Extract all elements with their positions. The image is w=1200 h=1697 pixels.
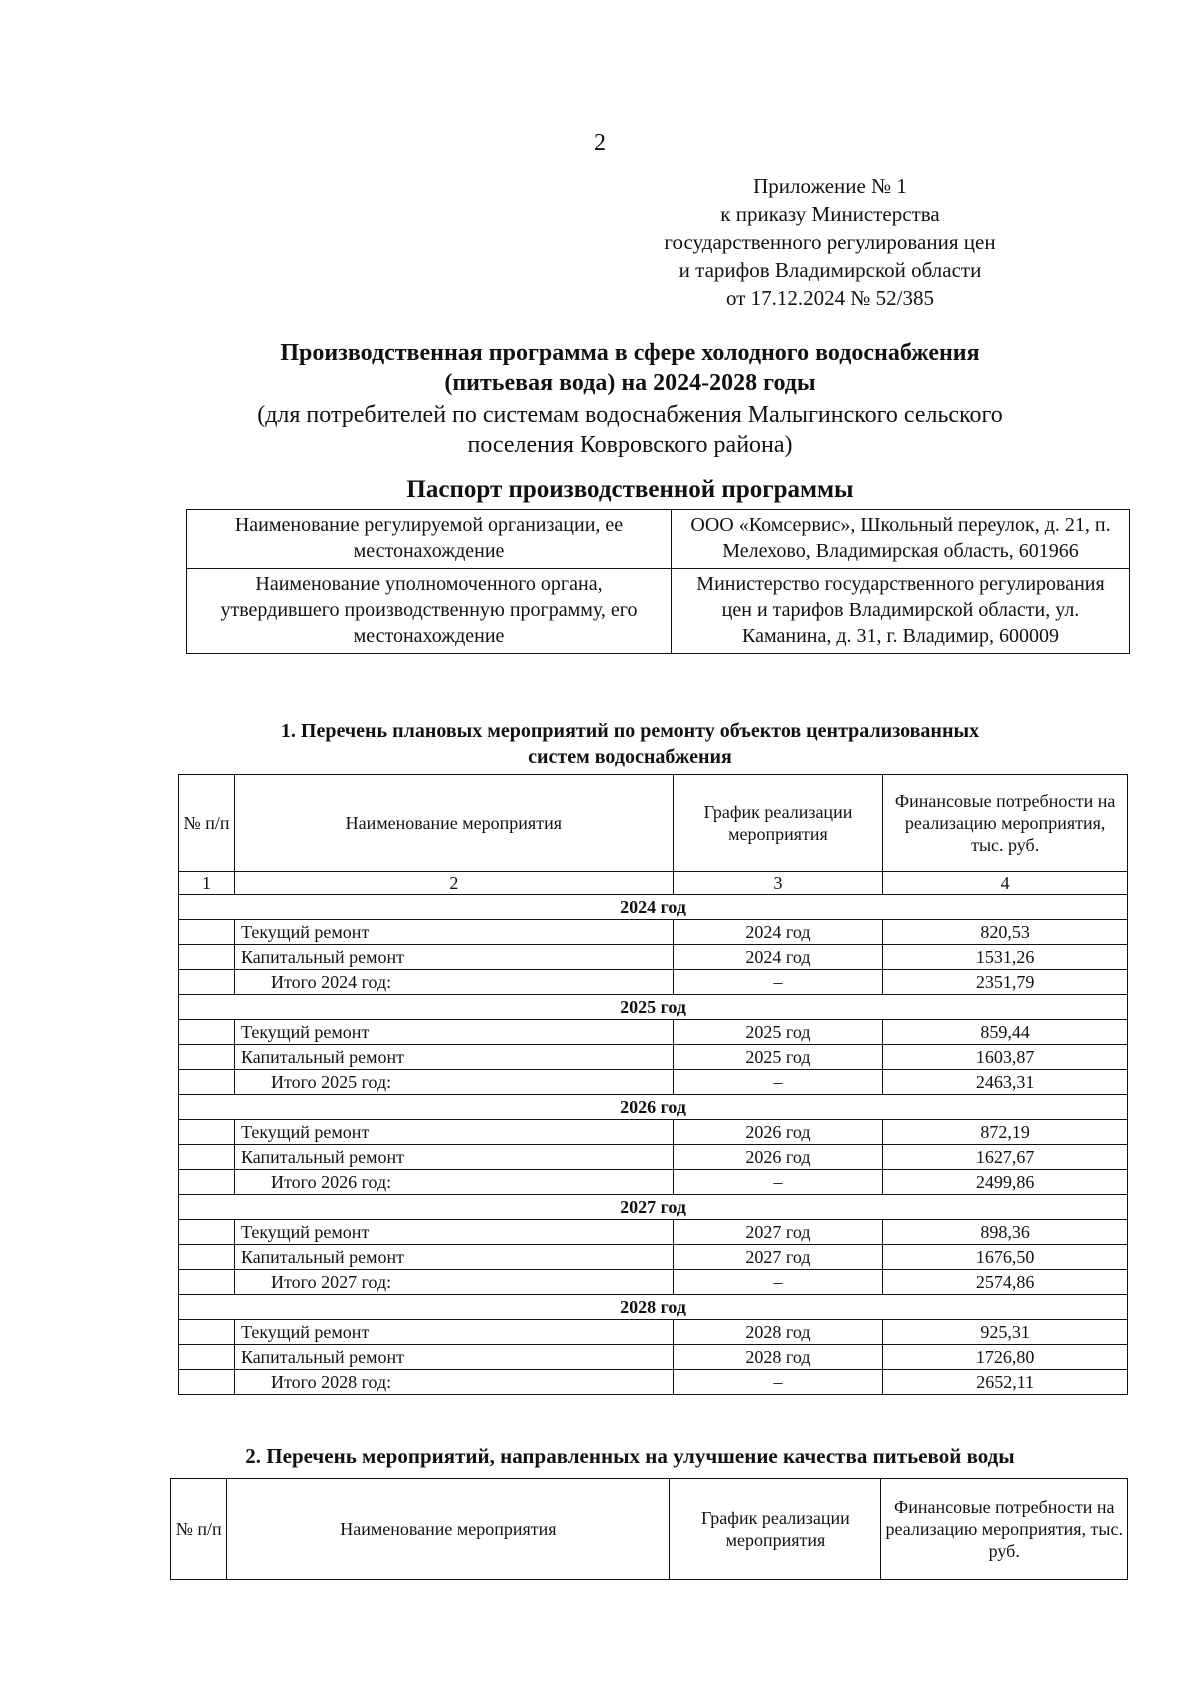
table-header-row [179, 775, 1128, 872]
measure-schedule: 2028 год [673, 1345, 883, 1370]
measure-name: Текущий ремонт [235, 1120, 674, 1145]
measure-name: Капитальный ремонт [235, 1145, 674, 1170]
row-number [179, 1070, 235, 1095]
total-label: Итого 2027 год: [235, 1270, 674, 1295]
year-label: 2028 год [179, 1295, 1128, 1320]
title-line: (питьевая вода) на 2024-2028 годы [444, 370, 816, 396]
table-header-row [171, 1479, 1128, 1580]
column-header: График реализации мероприятия [673, 775, 883, 872]
row-number [179, 1320, 235, 1345]
passport-row [187, 569, 1130, 654]
total-amount: 2574,86 [883, 1270, 1128, 1295]
row-number [179, 970, 235, 995]
appendix-line: и тарифов Владимирской области [678, 258, 982, 282]
section-title-line: систем водоснабжения [528, 746, 732, 768]
measure-amount: 820,53 [883, 920, 1128, 945]
measure-schedule: – [673, 1370, 883, 1395]
measure-amount: 898,36 [883, 1220, 1128, 1245]
total-amount: 2463,31 [883, 1070, 1128, 1095]
measure-name: Капитальный ремонт [235, 945, 674, 970]
row-number [179, 1020, 235, 1045]
table-row [179, 1020, 1128, 1045]
measure-name: Капитальный ремонт [235, 1345, 674, 1370]
measure-amount: 1531,26 [883, 945, 1128, 970]
measure-schedule: – [673, 1070, 883, 1095]
measure-amount: 872,19 [883, 1120, 1128, 1145]
section-1-title [150, 718, 1110, 770]
row-number [179, 1120, 235, 1145]
total-amount: 2351,79 [883, 970, 1128, 995]
table-row [179, 1245, 1128, 1270]
document-subtitle [150, 400, 1110, 460]
year-row [179, 1295, 1128, 1320]
year-row [179, 895, 1128, 920]
row-number [179, 1345, 235, 1370]
year-label: 2027 год [179, 1195, 1128, 1220]
measure-name: Капитальный ремонт [235, 1245, 674, 1270]
column-header: Наименование мероприятия [235, 775, 674, 872]
row-number [179, 1245, 235, 1270]
year-row [179, 1195, 1128, 1220]
column-header: № п/п [171, 1479, 227, 1580]
document-title [150, 338, 1110, 398]
appendix-line: к приказу Министерства [720, 202, 940, 226]
measure-amount: 925,31 [883, 1320, 1128, 1345]
passport-label: Наименование уполномоченного органа, утвердившего производственную программу, его местонахождение [187, 569, 672, 654]
section-title-line: 1. Перечень плановых мероприятий по ремонту объектов централизованных [280, 720, 980, 742]
measure-schedule: 2026 год [673, 1145, 883, 1170]
total-amount: 2499,86 [883, 1170, 1128, 1195]
measure-schedule: 2027 год [673, 1245, 883, 1270]
total-row [179, 1270, 1128, 1295]
passport-row [187, 510, 1130, 569]
table-row [179, 1345, 1128, 1370]
row-number [179, 1145, 235, 1170]
measure-schedule: 2024 год [673, 945, 883, 970]
passport-label: Наименование регулируемой организации, ее местонахождение [187, 510, 672, 569]
measure-name: Текущий ремонт [235, 1220, 674, 1245]
total-amount: 2652,11 [883, 1370, 1128, 1395]
measure-name: Текущий ремонт [235, 1020, 674, 1045]
row-number [179, 1220, 235, 1245]
year-row [179, 995, 1128, 1020]
column-header: Финансовые потребности на реализацию мероприятия, тыс. руб. [883, 775, 1128, 872]
total-label: Итого 2026 год: [235, 1170, 674, 1195]
row-number [179, 1170, 235, 1195]
measure-schedule: 2028 год [673, 1320, 883, 1345]
column-header: Финансовые потребности на реализацию мероприятия, тыс. руб. [881, 1479, 1128, 1580]
year-label: 2025 год [179, 995, 1128, 1020]
table-row [179, 1145, 1128, 1170]
column-number: 3 [673, 872, 883, 895]
measure-schedule: 2027 год [673, 1220, 883, 1245]
row-number [179, 1045, 235, 1070]
measure-schedule: 2026 год [673, 1120, 883, 1145]
page-number: 2 [594, 130, 606, 156]
column-header: Наименование мероприятия [227, 1479, 670, 1580]
appendix-line: Приложение № 1 [753, 174, 907, 198]
passport-value: Министерство государственного регулирования цен и тарифов Владимирской области, ул. Каманина, д. 31, г. Владимир, 600009 [672, 569, 1130, 654]
row-number [179, 1270, 235, 1295]
total-label: Итого 2025 год: [235, 1070, 674, 1095]
measure-schedule: 2025 год [673, 1020, 883, 1045]
table-row [179, 1120, 1128, 1145]
table-row [179, 1320, 1128, 1345]
passport-table [186, 509, 1130, 654]
table-row [179, 945, 1128, 970]
passport-heading: Паспорт производственной программы [406, 476, 854, 503]
total-row [179, 1370, 1128, 1395]
column-number: 4 [883, 872, 1128, 895]
row-number [179, 1370, 235, 1395]
appendix-line: от 17.12.2024 № 52/385 [725, 286, 935, 310]
table-row [179, 1045, 1128, 1070]
column-number: 1 [179, 872, 235, 895]
measure-schedule: – [673, 1270, 883, 1295]
column-header: График реализации мероприятия [670, 1479, 881, 1580]
row-number [179, 920, 235, 945]
subtitle-line: поселения Ковровского района) [467, 432, 793, 458]
measure-amount: 1676,50 [883, 1245, 1128, 1270]
measure-name: Текущий ремонт [235, 920, 674, 945]
measure-amount: 859,44 [883, 1020, 1128, 1045]
column-number-row [179, 872, 1128, 895]
column-number: 2 [235, 872, 674, 895]
column-header: № п/п [179, 775, 235, 872]
title-line: Производственная программа в сфере холодного водоснабжения [280, 340, 980, 366]
year-label: 2024 год [179, 895, 1128, 920]
measure-amount: 1603,87 [883, 1045, 1128, 1070]
table-row [179, 1220, 1128, 1245]
measure-amount: 1627,67 [883, 1145, 1128, 1170]
measure-schedule: – [673, 1170, 883, 1195]
measure-schedule: – [673, 970, 883, 995]
appendix-header [620, 172, 1040, 312]
section-2-title: 2. Перечень мероприятий, направленных на улучшение качества питьевой воды [245, 1444, 1015, 1468]
measure-name: Текущий ремонт [235, 1320, 674, 1345]
measure-name: Капитальный ремонт [235, 1045, 674, 1070]
total-label: Итого 2024 год: [235, 970, 674, 995]
year-label: 2026 год [179, 1095, 1128, 1120]
water-quality-measures-table [170, 1478, 1128, 1580]
table-row [179, 920, 1128, 945]
appendix-line: государственного регулирования цен [664, 230, 996, 254]
repair-measures-table [178, 774, 1128, 1395]
total-label: Итого 2028 год: [235, 1370, 674, 1395]
total-row [179, 1170, 1128, 1195]
total-row [179, 1070, 1128, 1095]
measure-schedule: 2025 год [673, 1045, 883, 1070]
passport-value: ООО «Комсервис», Школьный переулок, д. 21, п. Мелехово, Владимирская область, 601966 [672, 510, 1130, 569]
total-row [179, 970, 1128, 995]
measure-amount: 1726,80 [883, 1345, 1128, 1370]
year-row [179, 1095, 1128, 1120]
subtitle-line: (для потребителей по системам водоснабжения Малыгинского сельского [257, 402, 1003, 428]
measure-schedule: 2024 год [673, 920, 883, 945]
row-number [179, 945, 235, 970]
